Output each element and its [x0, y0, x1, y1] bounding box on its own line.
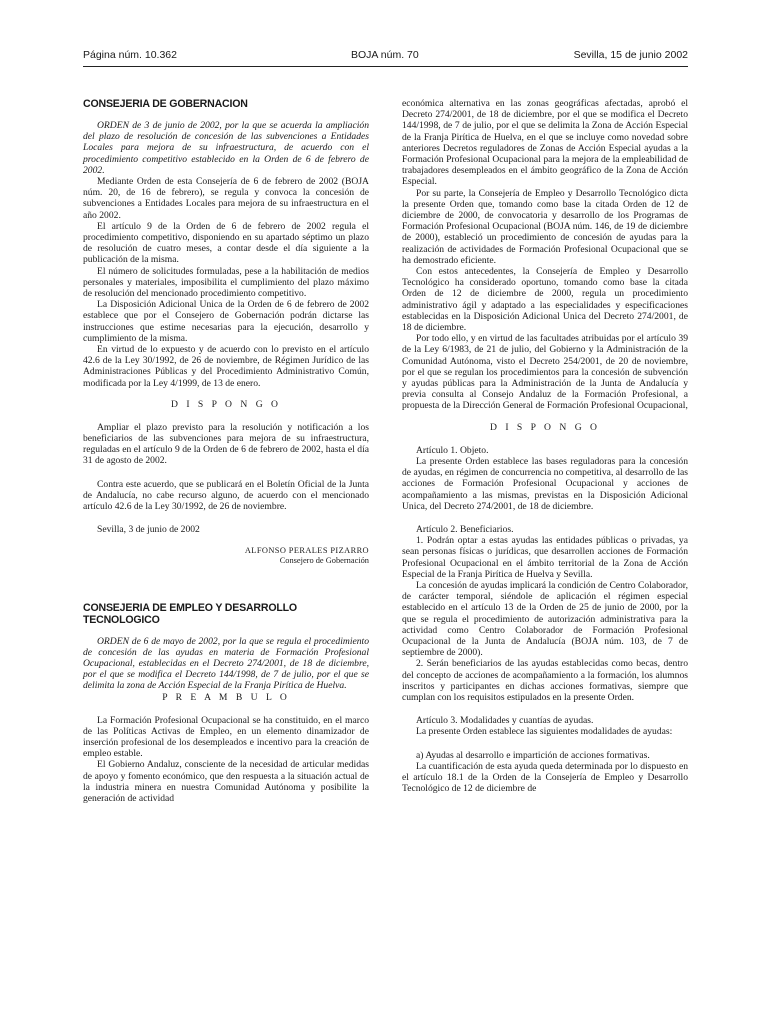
page-number: Página núm. 10.362 [83, 49, 177, 61]
place-date: Sevilla, 3 de junio de 2002 [97, 524, 200, 536]
paragraph: Ampliar el plazo previsto para la resolución y notificación a los beneficiarios de las subvenciones para mejora de su infraestructura, reguladas en el artículo 9 de la Orden de 6 de febrero de 2002, hasta el día 31 de agosto de 2002. [83, 421, 369, 467]
signer-name: ALFONSO PERALES PIZARRO [244, 545, 369, 555]
preambulo-heading: P R E A M B U L O [162, 691, 290, 703]
paragraph: En virtud de lo expuesto y de acuerdo con lo previsto en el artículo 42.6 de la Ley 30/1992, de 26 de noviembre, de Régimen Jurídico de las Administraciones Públicas y del Procedimiento Administrativo Común, modificada por la Ley 4/1999, de 13 de enero. [83, 344, 369, 389]
article-title: Artículo 1. Objeto. [416, 444, 489, 456]
paragraph: El Gobierno Andaluz, consciente de la necesidad de articular medidas de apoyo y fomento económico, que den respuesta a la situación actual de la industria minera en nuestra Comunidad Autónoma y posibilite la generación de actividad [83, 759, 369, 804]
paragraph: Con estos antecedentes, la Consejería de Empleo y Desarrollo Tecnológico ha considerado oportuno, tomando como base la citada Orden de 12 de diciembre de 2000, regula un procedimiento administrativo ágil y adaptado a las especialidades y especificaciones establecidas en la Disposición Adicional Unica del Decreto 274/2001, de 18 de diciembre. [402, 266, 688, 334]
dispongo-heading: D I S P O N G O [171, 398, 281, 410]
section-title-gobernacion: CONSEJERIA DE GOBERNACION [83, 98, 248, 110]
signer-role: Consejero de Gobernación [279, 555, 369, 565]
right-column [402, 98, 688, 794]
page-header [83, 49, 688, 65]
paragraph: El número de solicitudes formuladas, pese a la habilitación de medios personales y materiales, imposibilita el cumplimiento del plazo máximo de resolución del mencionado procedimiento competitivo. [83, 265, 369, 300]
paragraph: La presente Orden establece las bases reguladoras para la concesión de ayudas, en régimen de concurrencia no competitiva, al desarrollo de las acciones de Formación Profesional Ocupacional y acciones de acompañamiento a las mismas, previstas en la Disposición Adicional Unica, del Decreto 274/2001, de 18 de diciembre. [402, 455, 688, 512]
signature-block [83, 546, 369, 566]
paragraph: económica alternativa en las zonas geográficas afectadas, aprobó el Decreto 274/2001, de 18 de diciembre, por el que se modifica el Decreto 144/1998, de 7 de julio, por el que se delimita la Zona de Acción Especial de la Franja Pirítica de Huelva, en el que se incluye como novedad sobre anteriores Decretos reguladores de Zonas de Acción Especial ayudas a la Formación Profesional Ocupacional para la mejora de la empleabilidad de trabajadores desempleados en el ámbito geográfico de la Zona de Acción Especial. [402, 98, 688, 188]
paragraph: La concesión de ayudas implicará la condición de Centro Colaborador, de carácter temporal, siéndole de aplicación el régimen especial establecido en el artículo 13 de la Orden de 25 de junio de 2000, por la que se regula el procedimiento de autorización administrativa para la actividad como Centro Colaborador de Formación Profesional Ocupacional de la Junta de Andalucía (BOJA núm. 103, de 7 de septiembre de 2000). [402, 579, 688, 659]
article-title: Artículo 2. Beneficiarios. [416, 523, 514, 535]
paragraph: El artículo 9 de la Orden de 6 de febrero de 2002 regula el procedimiento competitivo, disponiendo en su apartado séptimo un plazo de resolución de cuatro meses, a contar desde el día siguiente a la publicación de la misma. [83, 220, 369, 266]
dispongo-heading: D I S P O N G O [490, 421, 600, 433]
paragraph: Por todo ello, y en virtud de las facultades atribuidas por el artículo 39 de la Ley 6/1983, de 21 de julio, del Gobierno y la Administración de la Comunidad Autónoma, visto el Decreto 254/2001, de 20 de noviembre, por el que se regulan los procedimientos para la concesión de subvención y ayudas públicas para la Administración de la Junta de Andalucía y previa consulta al Consejo Andaluz de la Formación Profesional, a propuesta de la Dirección General de Formación Profesional Ocupacional, [402, 333, 688, 412]
left-column [83, 98, 369, 804]
paragraph: La Formación Profesional Ocupacional se ha constituido, en el marco de las Políticas Activas de Empleo, en un elemento dinamizador de inserción profesional de los desempleados e incentivo para la creación de empleo estable. [83, 714, 369, 760]
paragraph: 2. Serán beneficiarios de las ayudas establecidas como becas, dentro del concepto de acciones de acompañamiento a la formación, los alumnos inscritos y participantes en dichas acciones formativas, siempre que cumplan con los requisitos estipulados en la presente Orden. [402, 658, 688, 703]
paragraph: a) Ayudas al desarrollo e impartición de acciones formativas. [416, 749, 650, 761]
order-summary: ORDEN de 3 de junio de 2002, por la que se acuerda la ampliación del plazo de resolución de concesión de las subvenciones a Entidades Locales para mejora de su infraestructura, de acuerdo con el procedimiento competitivo establecido en la Orden de 6 de febrero de 2002. [83, 120, 369, 176]
publication-date: Sevilla, 15 de junio 2002 [573, 49, 688, 61]
paragraph: La cuantificación de esta ayuda queda determinada por lo dispuesto en el artículo 18.1 de la Orden de la Consejería de Empleo y Desarrollo Tecnológico de 12 de diciembre de [402, 760, 688, 795]
header-rule [83, 66, 688, 67]
article-title: Artículo 3. Modalidades y cuantías de ayudas. [416, 715, 594, 727]
paragraph: Mediante Orden de esta Consejería de 6 de febrero de 2002 (BOJA núm. 20, de 16 de febrero), se regula y convoca la concesión de subvenciones a Entidades Locales para mejora de su infraestructura en el año 2002. [83, 176, 369, 221]
order-summary: ORDEN de 6 de mayo de 2002, por la que se regula el procedimiento de concesión de las ayudas en materia de Formación Profesional Ocupacional, establecidas en el Decreto 274/2001, de 18 de diciembre, por el que se modifica el Decreto 144/1998, de 7 de julio, por el que se delimita la zona de Acción Especial de la Franja Pirítica de Huelva. [83, 635, 369, 692]
paragraph: La presente Orden establece las siguientes modalidades de ayudas: [416, 726, 673, 738]
paragraph: Contra este acuerdo, que se publicará en el Boletín Oficial de la Junta de Andalucía, no cabe recurso alguno, de acuerdo con el mencionado artículo 42.6 de la Ley 30/1992, de 26 de noviembre. [83, 478, 369, 513]
bulletin-number: BOJA núm. 70 [351, 49, 419, 61]
paragraph: 1. Podrán optar a estas ayudas las entidades públicas o privadas, ya sean personas físicas o jurídicas, que desarrollen acciones de Formación Profesional Ocupacional en el ámbito territorial de la Zona de Acción Especial de la Franja Pirítica de Huelva y Sevilla. [402, 535, 688, 580]
paragraph: La Disposición Adicional Unica de la Orden de 6 de febrero de 2002 establece que por el Consejero de Gobernación podrán dictarse las instrucciones que estime necesarias para la ejecución, desarrollo y cumplimiento de la misma. [83, 299, 369, 344]
paragraph: Por su parte, la Consejería de Empleo y Desarrollo Tecnológico dicta la presente Orden que, tomando como base la citada Orden de 12 de diciembre de 2000, de convocatoria y desarrollo de los Programas de Formación Profesional Ocupacional (BOJA núm. 146, de 19 de diciembre de 2000), estableció un procedimiento de concesión de ayudas para la realización de actividades de Formación Profesional Ocupacional que se ha demostrado eficiente. [402, 187, 688, 266]
section-title-empleo: CONSEJERIA DE EMPLEO Y DESARROLLO TECNOLOGICO [83, 601, 297, 626]
